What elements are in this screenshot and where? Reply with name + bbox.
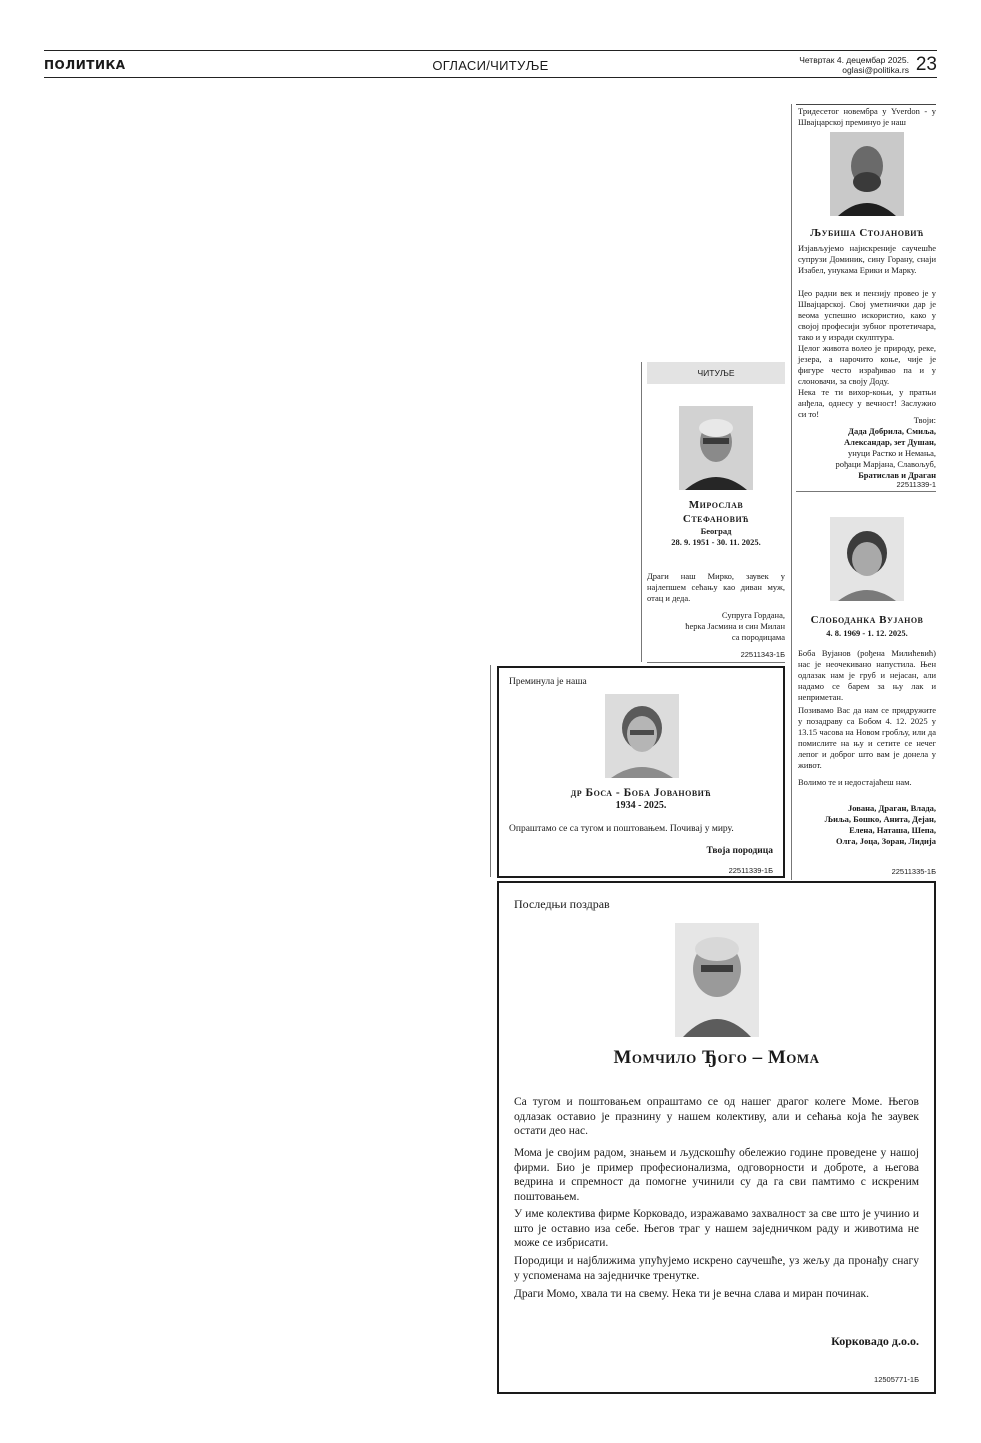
deceased-name: др Боса - Боба Јовановић	[570, 787, 712, 799]
obituary-jovanovic	[497, 666, 785, 878]
notice-signature: Корковадо д.о.о.	[831, 1334, 919, 1348]
deceased-name: Момчило Ђого – Мома	[613, 1047, 820, 1068]
column-divider	[641, 362, 642, 662]
portrait-photo	[830, 517, 904, 601]
column-divider	[791, 104, 792, 880]
birth-place: Београд	[700, 526, 732, 536]
notice-signature	[798, 415, 936, 481]
notice-intro: Преминула је наша	[509, 677, 587, 687]
notice-signature	[798, 803, 936, 847]
notice-paragraph-2: Позивамо Вас да нам се придружите у позадраву са Бобом 4. 12. 2025 у 13.15 часова на Новом гробљу, или да помислите на њу и сетите се нечег лепог и доброг што вам је донела у живот.	[798, 705, 936, 770]
portrait-image	[830, 132, 904, 216]
signature-line: са породицама	[731, 632, 785, 642]
deceased-name: Слободанка Вујанов	[810, 614, 924, 626]
notice-paragraph-1: Са тугом и поштовањем опраштамо се од нашег драгог колеге Моме. Његов одлазак оставио је празнину у нашем колективу, али и сећања која ће заувек остати део нас.	[514, 1096, 919, 1137]
notice-paragraph-1: Изјављујемо најискреније саучешће супрузи Доминик, сину Горану, снаји Изабел, унукама Ерики и Марку.	[798, 243, 936, 275]
ad-code: 22511339-1	[896, 480, 936, 489]
notice-paragraph-3: Целог живота волео је природу, реке, језера, а нарочито коње, чије је фигуре често израђивао па и у слоновачи, за своју Доду.	[798, 343, 936, 386]
notice-paragraph-1: Боба Вујанов (рођена Милићевић) нас је неочекивано напустила. Њен одлазак нам је груб и нејасан, али надамо се барем за њу лак и неприметан.	[798, 648, 936, 702]
life-years: 1934 - 2025.	[615, 800, 667, 811]
portrait-photo	[675, 923, 759, 1037]
signature-line: ћерка Јасмина и син Милан	[685, 621, 785, 631]
masthead-logo: ПОЛИТИКА	[44, 58, 126, 72]
portrait-image	[830, 517, 904, 601]
section-label-obituaries: ЧИТУЉЕ	[647, 362, 785, 384]
portrait-image	[675, 923, 759, 1037]
signature-line: Јована, Драган, Влада,	[848, 803, 936, 813]
notice-paragraph-4: Породици и најближима упућујемо искрено саучешће, уз жељу да пронађу снагу у успоменама на заједничке тренутке.	[514, 1255, 919, 1282]
signature-line: Олга, Јоца, Зоран, Лидија	[835, 836, 936, 846]
signature-line: рођаци Марјана, Славољуб,	[835, 459, 936, 469]
signature-line: Александар, зет Душан,	[844, 437, 936, 447]
deceased-name: Љубиша Стојановић	[810, 227, 924, 239]
notice-intro: Последњи поздрав	[514, 897, 610, 911]
ad-code: 22511339-1Б	[728, 866, 773, 875]
page-number: 23	[915, 54, 937, 75]
portrait-photo	[830, 132, 904, 216]
notice-intro: Тридесетог новембра у Yverdon - у Швајцарској преминуо је наш	[798, 106, 936, 127]
signature-line: Дада Добрила, Смиља,	[848, 426, 936, 436]
notice-paragraph-3: У име колектива фирме Корковадо, изражавамо захвалност за све што је учинио и што је оставио иза себе. Његов траг у нашем заједничком раду и животима не може се избрисати.	[514, 1208, 919, 1249]
obituary-vujanov	[798, 512, 936, 878]
notice-signature: Твоја породица	[706, 846, 773, 856]
ad-code: 22511335-1Б	[891, 867, 936, 876]
notice-paragraph-2: Цео радни век и пензију провео је у Швајцарској. Свој уметнички дар је веома успешно искористио, како у својој професији зубног протетичара, тако и у изради скулптура.	[798, 288, 936, 342]
notice-paragraph-2: Мома је својим радом, знањем и људскошћу обележио године проведене у нашој фирми. Био је пример професионализма, одговорности и доброте, а његова ведрина и спремност да помогне учинили су да га сви памтимо с искреним поштовањем.	[514, 1147, 919, 1203]
signature-line: Љиља, Бошко, Анита, Дејан,	[824, 814, 936, 824]
obituary-stojanovic	[798, 106, 936, 494]
notice-paragraph-5: Драги Момо, хвала ти на свему. Нека ти је вечна слава и миран починак.	[514, 1288, 869, 1300]
notice-bottom-rule	[796, 491, 936, 492]
portrait-photo	[679, 406, 753, 490]
signature-line: Супруга Гордана,	[721, 610, 785, 620]
signature-line: Елена, Наташа, Шепа,	[849, 825, 936, 835]
deceased-name	[647, 498, 785, 526]
notice-bottom-rule	[647, 662, 785, 663]
header-meta	[799, 55, 909, 75]
ad-code: 12505771-1Б	[874, 1375, 919, 1384]
notice-paragraph-3: Волимо те и недостајаћеш нам.	[798, 777, 912, 787]
header-date: Четвртак 4. децембар 2025.	[799, 55, 909, 65]
notice-paragraph-4: Нека те ти вихор-коњи, у пратњи анђела, однесу у вечност! Заслужио си то!	[798, 387, 936, 419]
notice-text: Драги наш Мирко, заувек у најлепшем сећању као диван муж, отац и деда.	[647, 571, 785, 603]
name-line: Стефановић	[682, 513, 750, 525]
column-divider	[490, 665, 491, 877]
life-dates: 4. 8. 1969 - 1. 12. 2025.	[826, 628, 908, 638]
portrait-photo	[605, 694, 679, 778]
signature-line: Братислав и Драган	[858, 470, 936, 480]
notice-top-rule	[796, 104, 936, 105]
signature-line: Твоји:	[913, 415, 936, 425]
obituary-stefanovic	[647, 384, 785, 662]
notice-signature	[647, 610, 785, 643]
section-title: ОГЛАСИ/ЧИТУЉЕ	[432, 58, 549, 73]
notice-text: Опраштамо се са тугом и поштовањем. Почивај у миру.	[509, 824, 734, 834]
header-email[interactable]: oglasi@politika.rs	[842, 65, 909, 75]
obituary-djogo	[497, 881, 936, 1394]
portrait-image	[679, 406, 753, 490]
header-top-rule	[44, 50, 937, 51]
header-bottom-rule	[44, 77, 937, 78]
ad-code: 22511343-1Б	[740, 650, 785, 659]
portrait-image	[605, 694, 679, 778]
signature-line: унуци Растко и Немања,	[847, 448, 936, 458]
life-dates: 28. 9. 1951 - 30. 11. 2025.	[671, 537, 761, 547]
name-line: Мирослав	[688, 499, 744, 511]
